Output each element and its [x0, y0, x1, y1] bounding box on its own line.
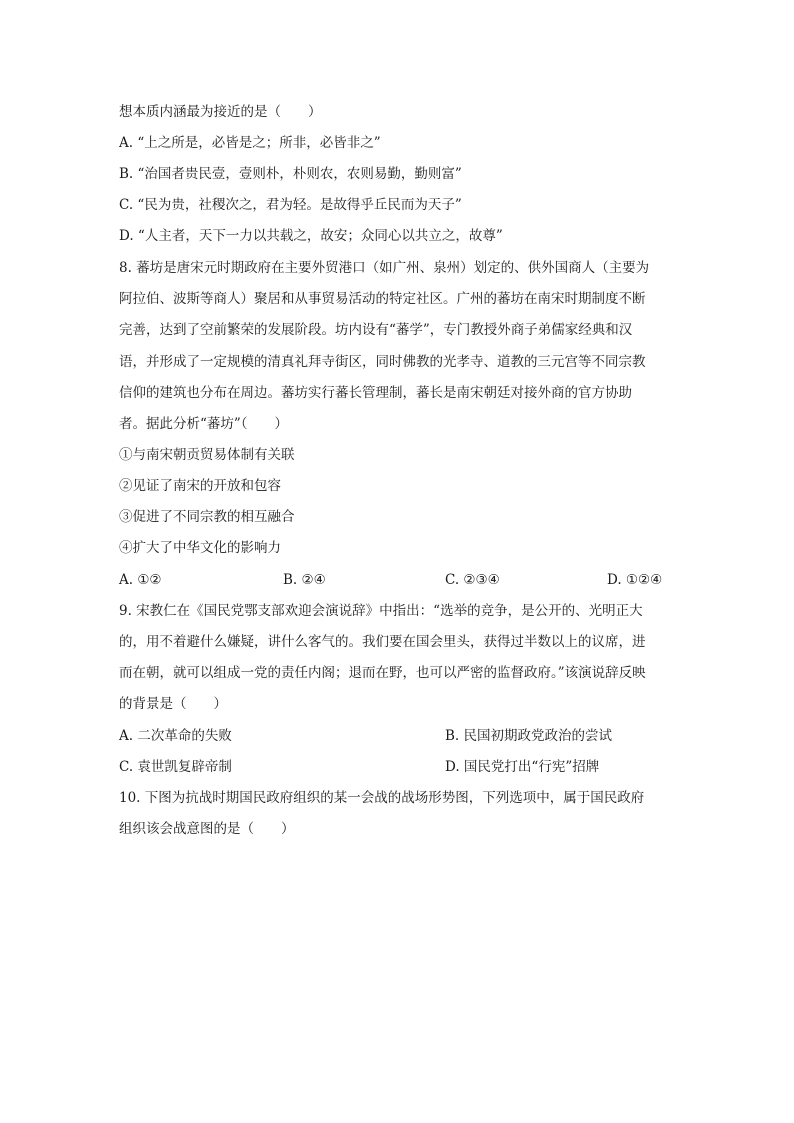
q7-option-d: D. “人主者，天下一力以共载之，故安；众同心以共立之，故尊” [119, 228, 503, 244]
q7-option-b: B. “治国者贵民壹，壹则朴，朴则农，农则易勤，勤则富” [119, 166, 462, 182]
q8-line-6: 者。据此分析“蕃坊”（ ） [119, 416, 289, 432]
q9-option-a: A. 二次革命的失败 [119, 728, 232, 744]
q8-option-b: B. ②④ [283, 572, 326, 588]
q9-option-b: B. 民国初期政党政治的尝试 [445, 728, 613, 744]
q9-option-c: C. 袁世凯复辟帝制 [119, 759, 232, 775]
q10-line-2: 组织该会战意图的是（ ） [119, 821, 295, 837]
q9-option-d: D. 国民党打出“行宪”招牌 [445, 759, 600, 775]
q7-option-c: C. “民为贵，社稷次之，君为轻。是故得乎丘民而为天子” [119, 197, 462, 213]
q8-option-c: C. ②③④ [445, 572, 500, 588]
q8-item-2: ②见证了南宋的开放和包容 [119, 478, 281, 494]
q9-line-4: 的背景是（ ） [119, 696, 227, 712]
q9-line-3: 而在朝，就可以组成一党的责任内阁；退而在野，也可以严密的监督政府。”该演说辞反映 [119, 665, 646, 681]
q8-option-d: D. ①②④ [607, 572, 663, 588]
q8-item-4: ④扩大了中华文化的影响力 [119, 540, 281, 556]
q7-option-a: A. “上之所是，必皆是之；所非，必皆非之” [119, 135, 381, 151]
q7-stem-tail: 想本质内涵最为接近的是（ ） [119, 104, 322, 120]
q8-option-a: A. ①② [119, 572, 162, 588]
q9-line-1: 9. 宋教仁在《国民党鄂支部欢迎会演说辞》中指出：“选举的竞争，是公开的、光明正大 [119, 603, 643, 619]
q8-line-4: 语，并形成了一定规模的清真礼拜寺街区，同时佛教的光孝寺、道教的三元宫等不同宗教 [119, 354, 646, 370]
q8-line-1: 8. 蕃坊是唐宋元时期政府在主要外贸港口（如广州、泉州）划定的、供外国商人（主要为 [119, 260, 650, 276]
q8-item-3: ③促进了不同宗教的相互融合 [119, 509, 295, 525]
q8-line-3: 完善，达到了空前繁荣的发展阶段。坊内设有“蕃学”，专门教授外商子弟儒家经典和汉 [119, 322, 633, 338]
q8-line-5: 信仰的建筑也分布在周边。蕃坊实行蕃长管理制，蕃长是南宋朝廷对接外商的官方协助 [119, 385, 632, 401]
q8-line-2: 阿拉伯、波斯等商人）聚居和从事贸易活动的特定社区。广州的蕃坊在南宋时期制度不断 [119, 291, 646, 307]
q9-line-2: 的，用不着避什么嫌疑，讲什么客气的。我们要在国会里头，获得过半数以上的议席，进 [119, 634, 646, 650]
q8-item-1: ①与南宋朝贡贸易体制有关联 [119, 447, 295, 463]
q10-line-1: 10. 下图为抗战时期国民政府组织的某一会战的战场形势图，下列选项中，属于国民政府 [119, 790, 645, 806]
